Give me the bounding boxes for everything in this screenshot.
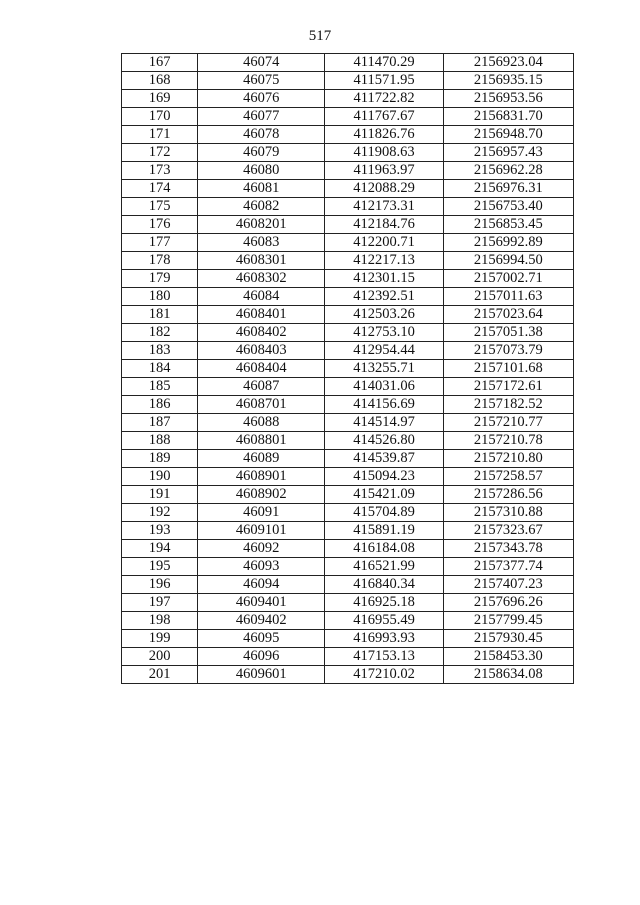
x-coordinate-cell: 412954.44 [325,342,443,360]
row-number-cell: 189 [122,450,198,468]
table-row [122,522,574,540]
coordinates-table [121,53,574,684]
row-number-cell: 179 [122,270,198,288]
x-coordinate-cell: 416184.08 [325,540,443,558]
point-id-cell: 46093 [198,558,325,576]
row-number-cell: 177 [122,234,198,252]
table-row [122,612,574,630]
page-number: 517 [308,28,332,44]
x-coordinate-cell: 412200.71 [325,234,443,252]
row-number-cell: 197 [122,594,198,612]
table-row [122,432,574,450]
row-number-cell: 169 [122,90,198,108]
y-coordinate-cell: 2157407.23 [443,576,573,594]
point-id-cell: 46078 [198,126,325,144]
x-coordinate-cell: 414539.87 [325,450,443,468]
table-row [122,198,574,216]
point-id-cell: 4609101 [198,522,325,540]
x-coordinate-cell: 412301.15 [325,270,443,288]
y-coordinate-cell: 2157323.67 [443,522,573,540]
row-number-cell: 170 [122,108,198,126]
table-row [122,126,574,144]
x-coordinate-cell: 414031.06 [325,378,443,396]
row-number-cell: 176 [122,216,198,234]
table-row [122,324,574,342]
point-id-cell: 46077 [198,108,325,126]
y-coordinate-cell: 2157258.57 [443,468,573,486]
row-number-cell: 199 [122,630,198,648]
x-coordinate-cell: 416521.99 [325,558,443,576]
table-row [122,72,574,90]
x-coordinate-cell: 416993.93 [325,630,443,648]
x-coordinate-cell: 411722.82 [325,90,443,108]
x-coordinate-cell: 412753.10 [325,324,443,342]
point-id-cell: 4608402 [198,324,325,342]
table-row [122,144,574,162]
y-coordinate-cell: 2156753.40 [443,198,573,216]
y-coordinate-cell: 2156948.70 [443,126,573,144]
x-coordinate-cell: 415094.23 [325,468,443,486]
point-id-cell: 4608302 [198,270,325,288]
table-row [122,504,574,522]
table-row [122,360,574,378]
x-coordinate-cell: 416840.34 [325,576,443,594]
point-id-cell: 4608801 [198,432,325,450]
y-coordinate-cell: 2157002.71 [443,270,573,288]
x-coordinate-cell: 412217.13 [325,252,443,270]
table-row [122,648,574,666]
y-coordinate-cell: 2157023.64 [443,306,573,324]
table-row [122,540,574,558]
table-row [122,54,574,72]
point-id-cell: 4608902 [198,486,325,504]
point-id-cell: 46081 [198,180,325,198]
row-number-cell: 195 [122,558,198,576]
x-coordinate-cell: 412088.29 [325,180,443,198]
y-coordinate-cell: 2157286.56 [443,486,573,504]
row-number-cell: 175 [122,198,198,216]
table-row [122,306,574,324]
x-coordinate-cell: 414156.69 [325,396,443,414]
row-number-cell: 171 [122,126,198,144]
x-coordinate-cell: 414526.80 [325,432,443,450]
table-row [122,162,574,180]
x-coordinate-cell: 416925.18 [325,594,443,612]
table-row [122,396,574,414]
x-coordinate-cell: 411826.76 [325,126,443,144]
point-id-cell: 46076 [198,90,325,108]
row-number-cell: 173 [122,162,198,180]
x-coordinate-cell: 412184.76 [325,216,443,234]
point-id-cell: 4608401 [198,306,325,324]
y-coordinate-cell: 2158634.08 [443,666,573,684]
table-row [122,252,574,270]
y-coordinate-cell: 2157011.63 [443,288,573,306]
point-id-cell: 4609401 [198,594,325,612]
point-id-cell: 46083 [198,234,325,252]
y-coordinate-cell: 2156957.43 [443,144,573,162]
table-body [122,54,574,684]
point-id-cell: 4608201 [198,216,325,234]
row-number-cell: 168 [122,72,198,90]
table-row [122,180,574,198]
point-id-cell: 46075 [198,72,325,90]
point-id-cell: 46091 [198,504,325,522]
x-coordinate-cell: 412392.51 [325,288,443,306]
table-row [122,234,574,252]
point-id-cell: 46095 [198,630,325,648]
table-row [122,594,574,612]
row-number-cell: 178 [122,252,198,270]
point-id-cell: 4609402 [198,612,325,630]
point-id-cell: 46080 [198,162,325,180]
x-coordinate-cell: 414514.97 [325,414,443,432]
x-coordinate-cell: 411767.67 [325,108,443,126]
row-number-cell: 190 [122,468,198,486]
y-coordinate-cell: 2157696.26 [443,594,573,612]
x-coordinate-cell: 412503.26 [325,306,443,324]
point-id-cell: 4608301 [198,252,325,270]
y-coordinate-cell: 2156953.56 [443,90,573,108]
point-id-cell: 46094 [198,576,325,594]
y-coordinate-cell: 2157210.77 [443,414,573,432]
row-number-cell: 174 [122,180,198,198]
point-id-cell: 46096 [198,648,325,666]
point-id-cell: 4608404 [198,360,325,378]
point-id-cell: 46079 [198,144,325,162]
y-coordinate-cell: 2156994.50 [443,252,573,270]
y-coordinate-cell: 2157343.78 [443,540,573,558]
row-number-cell: 196 [122,576,198,594]
y-coordinate-cell: 2156992.89 [443,234,573,252]
y-coordinate-cell: 2157051.38 [443,324,573,342]
row-number-cell: 182 [122,324,198,342]
y-coordinate-cell: 2157172.61 [443,378,573,396]
y-coordinate-cell: 2156831.70 [443,108,573,126]
table-row [122,270,574,288]
y-coordinate-cell: 2156962.28 [443,162,573,180]
y-coordinate-cell: 2157377.74 [443,558,573,576]
table-row [122,90,574,108]
row-number-cell: 188 [122,432,198,450]
x-coordinate-cell: 412173.31 [325,198,443,216]
x-coordinate-cell: 415891.19 [325,522,443,540]
row-number-cell: 187 [122,414,198,432]
table-row [122,288,574,306]
y-coordinate-cell: 2157310.88 [443,504,573,522]
table-row [122,666,574,684]
table-row [122,576,574,594]
y-coordinate-cell: 2157182.52 [443,396,573,414]
y-coordinate-cell: 2156935.15 [443,72,573,90]
x-coordinate-cell: 417153.13 [325,648,443,666]
x-coordinate-cell: 411470.29 [325,54,443,72]
x-coordinate-cell: 413255.71 [325,360,443,378]
table-row [122,558,574,576]
row-number-cell: 186 [122,396,198,414]
table-row [122,450,574,468]
table-row [122,630,574,648]
y-coordinate-cell: 2157101.68 [443,360,573,378]
row-number-cell: 198 [122,612,198,630]
x-coordinate-cell: 411908.63 [325,144,443,162]
point-id-cell: 46089 [198,450,325,468]
row-number-cell: 181 [122,306,198,324]
row-number-cell: 192 [122,504,198,522]
x-coordinate-cell: 411963.97 [325,162,443,180]
row-number-cell: 184 [122,360,198,378]
y-coordinate-cell: 2158453.30 [443,648,573,666]
row-number-cell: 194 [122,540,198,558]
table-row [122,216,574,234]
row-number-cell: 200 [122,648,198,666]
y-coordinate-cell: 2157799.45 [443,612,573,630]
table-row [122,486,574,504]
point-id-cell: 4608403 [198,342,325,360]
point-id-cell: 46084 [198,288,325,306]
table-row [122,108,574,126]
row-number-cell: 191 [122,486,198,504]
row-number-cell: 180 [122,288,198,306]
y-coordinate-cell: 2156923.04 [443,54,573,72]
y-coordinate-cell: 2156853.45 [443,216,573,234]
y-coordinate-cell: 2157210.78 [443,432,573,450]
point-id-cell: 46092 [198,540,325,558]
x-coordinate-cell: 415704.89 [325,504,443,522]
table-row [122,468,574,486]
row-number-cell: 201 [122,666,198,684]
y-coordinate-cell: 2157210.80 [443,450,573,468]
row-number-cell: 185 [122,378,198,396]
point-id-cell: 46082 [198,198,325,216]
row-number-cell: 172 [122,144,198,162]
point-id-cell: 46088 [198,414,325,432]
x-coordinate-cell: 416955.49 [325,612,443,630]
point-id-cell: 46087 [198,378,325,396]
point-id-cell: 4609601 [198,666,325,684]
point-id-cell: 4608901 [198,468,325,486]
row-number-cell: 183 [122,342,198,360]
x-coordinate-cell: 417210.02 [325,666,443,684]
table-row [122,414,574,432]
y-coordinate-cell: 2156976.31 [443,180,573,198]
x-coordinate-cell: 411571.95 [325,72,443,90]
point-id-cell: 4608701 [198,396,325,414]
row-number-cell: 193 [122,522,198,540]
y-coordinate-cell: 2157073.79 [443,342,573,360]
point-id-cell: 46074 [198,54,325,72]
y-coordinate-cell: 2157930.45 [443,630,573,648]
x-coordinate-cell: 415421.09 [325,486,443,504]
row-number-cell: 167 [122,54,198,72]
table-row [122,342,574,360]
table-row [122,378,574,396]
